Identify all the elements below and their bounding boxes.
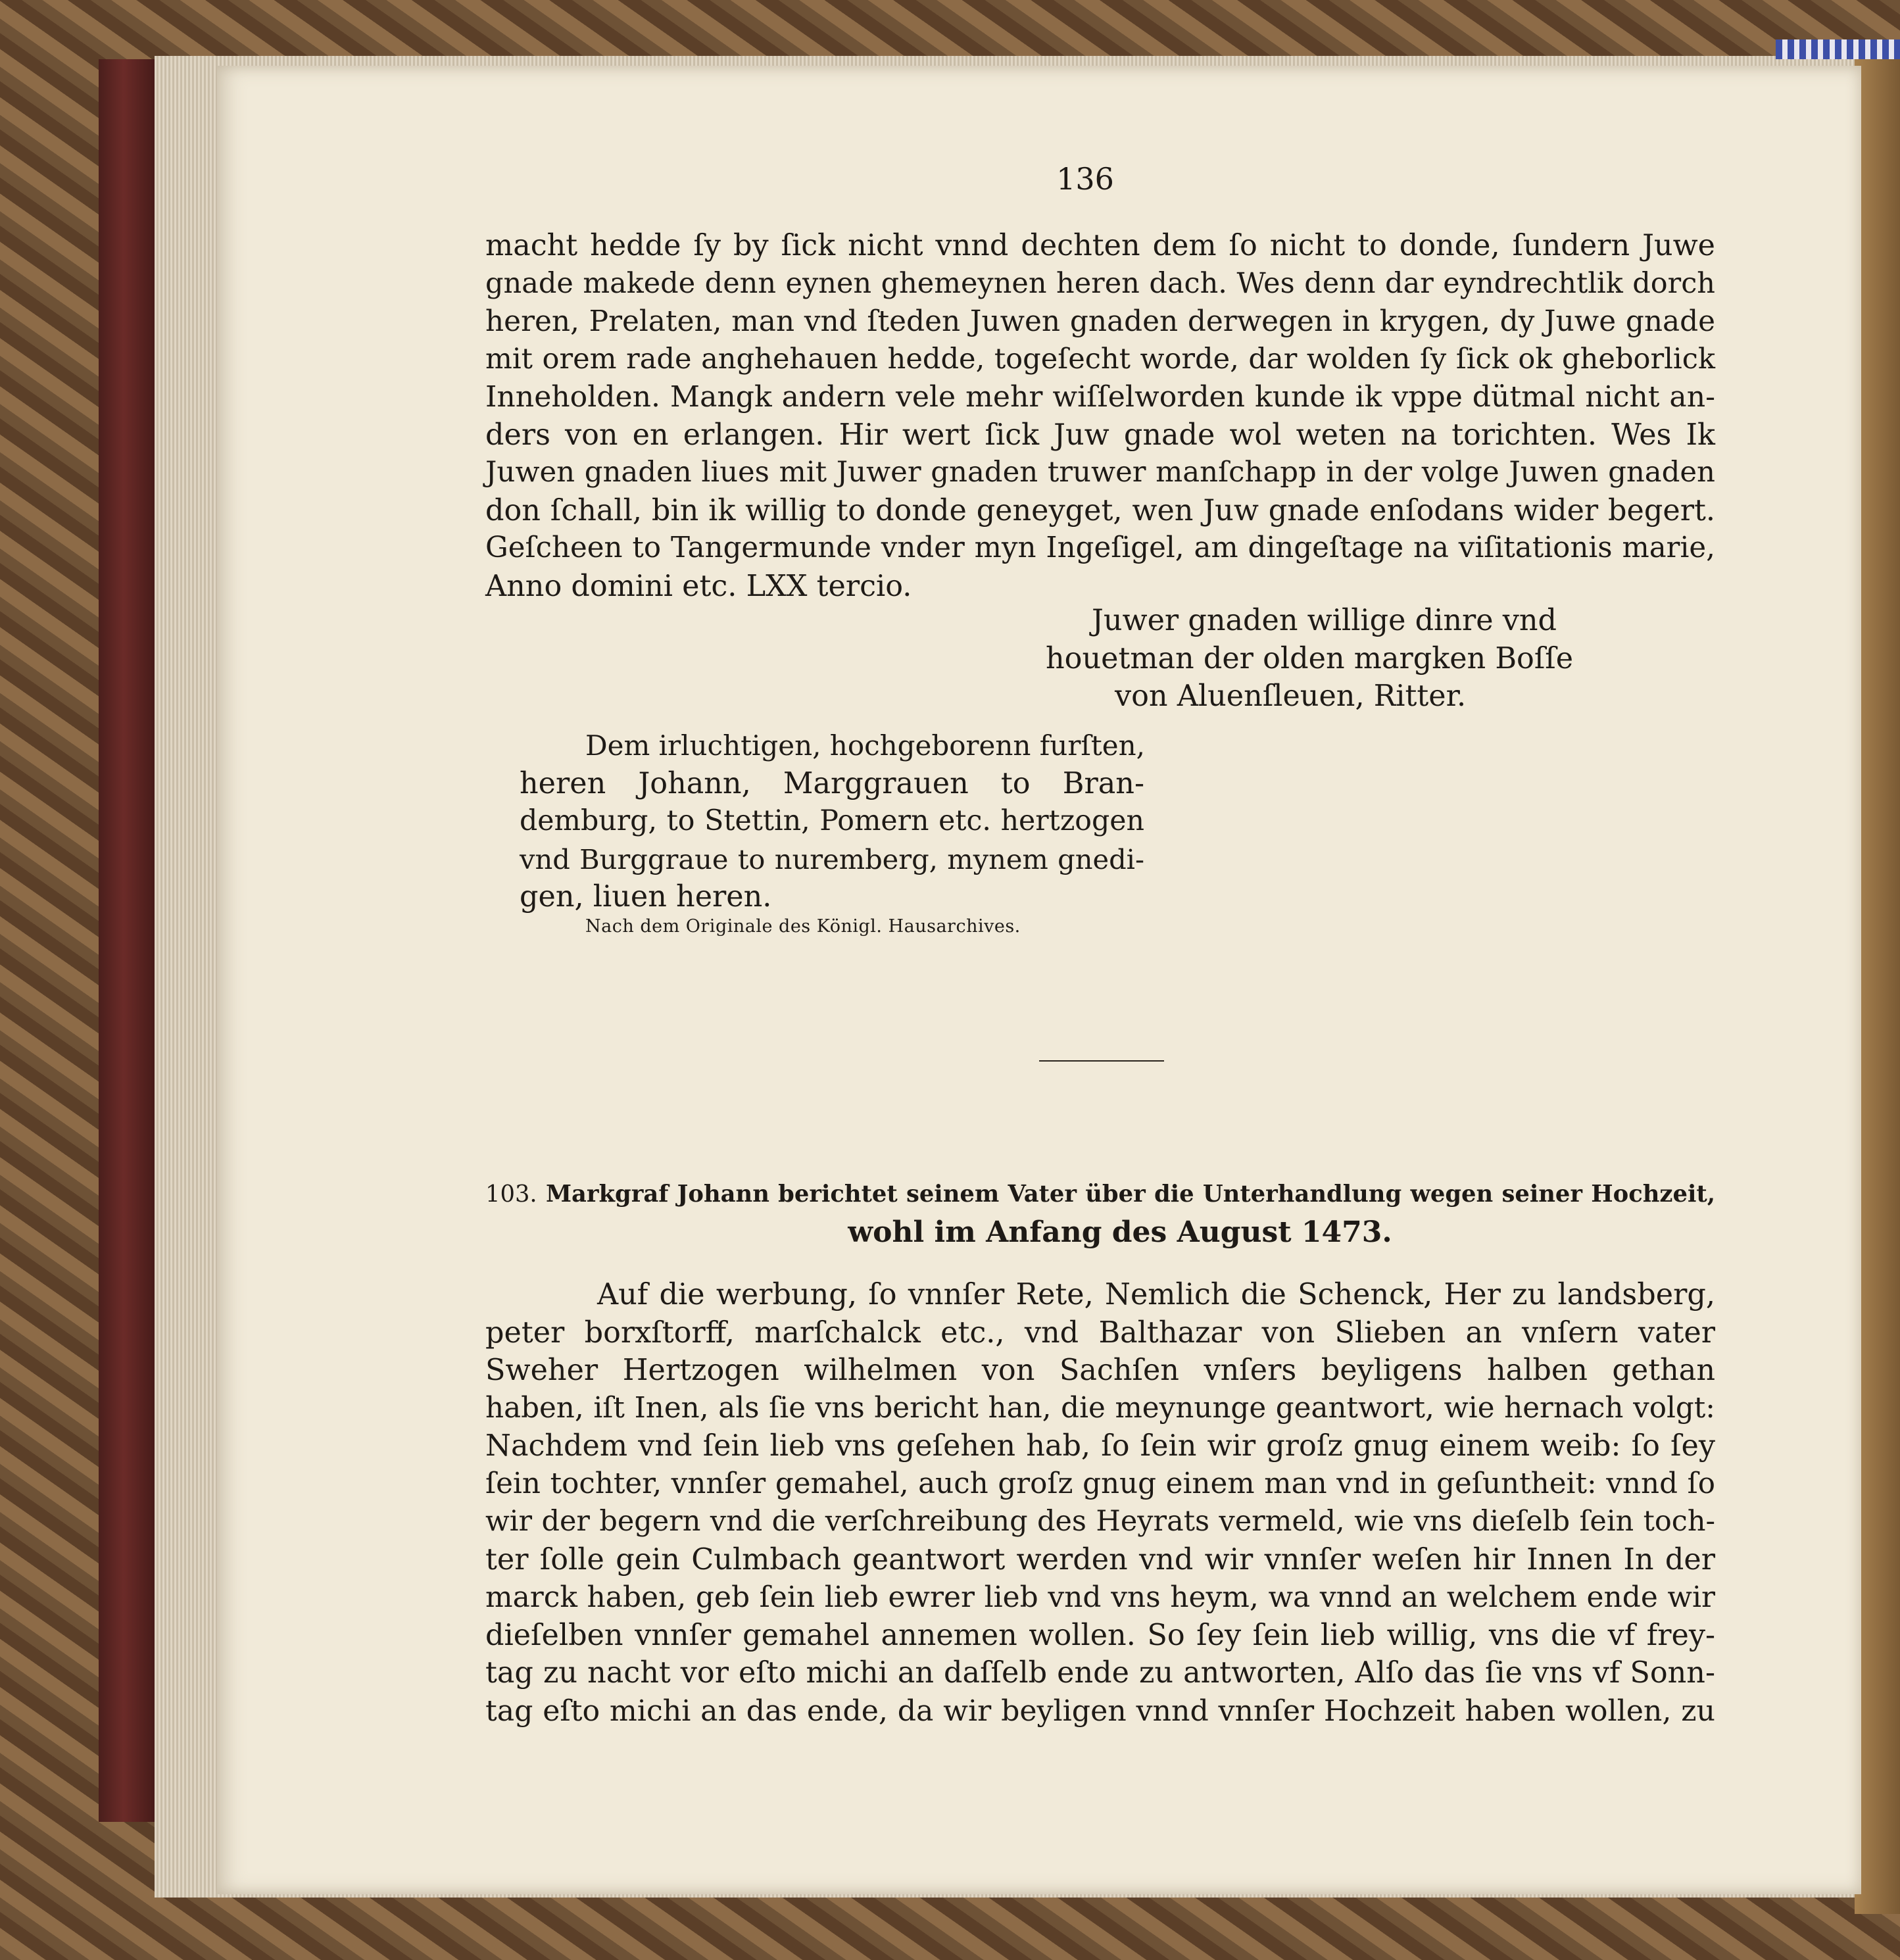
letter-text xyxy=(485,227,1715,605)
text-line: marck haben, geb ſein lieb ewrer lieb vnd vns heym, wa vnnd an welchem ende wir xyxy=(485,1580,1715,1614)
text-line: wir der begern vnd die verſchreibung des Heyrats vermeld, wie vns dieſelb ſein toch- xyxy=(485,1505,1715,1538)
address-line: demburg, to Stettin, Pomern etc. hertzogen xyxy=(520,804,1144,837)
book-cover-right xyxy=(1855,39,1900,1914)
text-line: dieſelben vnnſer gemahel annemen wollen. So ſey ſein lieb willig, vns die vf frey- xyxy=(485,1618,1715,1652)
text-line: gnade makede denn eynen ghemeynen heren dach. Wes denn dar eyndrechtlik dorch xyxy=(485,266,1715,300)
text-line: Nachdem vnd ſein lieb vns geſehen hab, ſo ſein wir groſz gnug einem weib: ſo ſey xyxy=(485,1429,1715,1463)
address-line: heren Johann, Marggrauen to Bran- xyxy=(520,766,1144,800)
signature-line: Juwer gnaden willige dinre vnd xyxy=(1092,604,1557,637)
address-line: Dem irluchtigen, hochgeborenn furſten, xyxy=(585,729,1145,762)
text-line: ders von en erlangen. Hir wert ſick Juw gnade wol weten na torichten. Wes Ik xyxy=(485,418,1715,452)
section-heading xyxy=(485,1175,1715,1252)
text-line: macht hedde ſy by ſick nicht vnnd dechten dem ſo nicht to donde, ſundern Juwe xyxy=(485,229,1715,262)
text-line: don ſchall, bin ik willig to donde geneyget, wen Juw gnade enſodans wider begert. xyxy=(485,493,1715,527)
text-line: tag zu nacht vor eſto michi an daſſelb ende zu antworten, Alſo das ſie vns vf Sonn- xyxy=(485,1656,1715,1690)
body-text xyxy=(485,1276,1715,1730)
text-line: ter ſolle gein Culmbach geantwort werden vnd wir vnnſer weſen hir Innen In der xyxy=(485,1542,1715,1577)
text-line: ſein tochter, vnnſer gemahel, auch groſz gnug einem man vnd in geſuntheit: vnnd ſo xyxy=(485,1467,1715,1500)
text-line: Juwen gnaden lіues mit Juwer gnaden truwer manſchapp in der volge Juwen gnaden xyxy=(485,456,1715,489)
heading-line-1 xyxy=(485,1175,1715,1213)
text-line: Anno domini etc. LXX tercio. xyxy=(485,569,912,603)
signature-line: von Aluenſleuen, Ritter. xyxy=(1115,679,1467,713)
heading-number: 103. xyxy=(485,1181,537,1208)
text-line: mit orem rade anghehauen hedde, togeſecht worde, dar wolden ſy ſick ok gheborlick xyxy=(485,342,1715,376)
text-line: heren, Prelaten, man vnd ſteden Juwen gnaden derwegen in krygen, dy Juwe gnade xyxy=(485,305,1715,338)
text-line: Geſcheen to Tangermunde vnder myn Ingeſigel, am dingeſtage na viſitationis marie, xyxy=(485,531,1715,564)
text-line: Sweher Hertzogen wilhelmen von Sachſen vnſers beyligens halben gethan xyxy=(485,1354,1715,1387)
text-line: haben, iſt Inen, als ſie vns bericht han, die meynunge geantwort, wie hernach volgt: xyxy=(485,1391,1715,1425)
book-spine xyxy=(99,59,161,1822)
source-note: Nach dem Originale des Königl. Hausarchives. xyxy=(585,916,1021,937)
text-line: tag eſto michi an das ende, da wir beyligen vnnd vnnſer Hochzeit haben wollen, zu xyxy=(485,1694,1715,1728)
text-line: Auf die werbung, ſo vnnſer Rete, Nemlich die Schenck, Her zu landsberg, xyxy=(597,1278,1715,1311)
heading-title: Markgraf Johann berichtet seinem Vater über die Unterhandlung wegen seiner Hochzeit, xyxy=(545,1181,1715,1208)
address-line: vnd Burggraue to nuremberg, mynem gnedi- xyxy=(520,843,1144,875)
text-line: peter borxſtorff, marſchalck etc., vnd Balthazar von Slieben an vnſern vater xyxy=(485,1315,1715,1350)
heading-line-2: wohl im Anfang des August 1473. xyxy=(848,1215,1392,1249)
text-line: Inneholden. Mangk andern vele mehr wiſſelworden kunde ik vppe dütmal nicht an- xyxy=(485,380,1715,414)
address-block xyxy=(520,727,1144,916)
signature-line: houetman der olden margken Boſſe xyxy=(1046,641,1574,675)
signature-block xyxy=(1046,602,1715,716)
bookmark-strip xyxy=(1776,39,1900,59)
section-divider xyxy=(1039,1060,1164,1062)
page-number: 136 xyxy=(1056,161,1114,197)
address-line: gen, liuen heren. xyxy=(520,880,772,914)
